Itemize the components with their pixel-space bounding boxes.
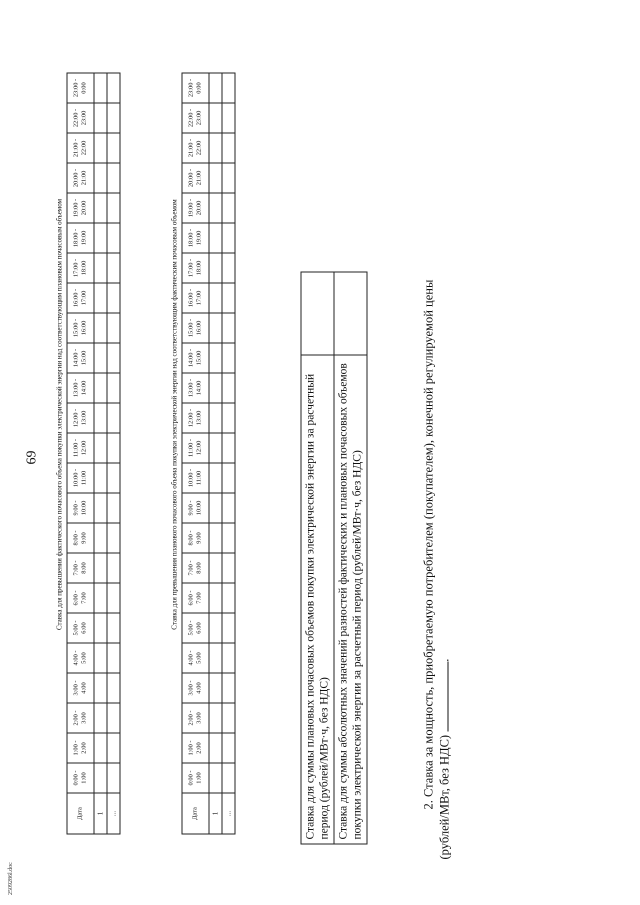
hour-end: 0:00 <box>195 82 203 94</box>
hour-start: 18:00 - <box>72 228 80 248</box>
rate-cell <box>222 493 235 523</box>
rate-cell <box>209 403 222 433</box>
hour-start: 23:00 - <box>187 78 195 98</box>
row-label: ... <box>107 793 120 834</box>
hour-column-header <box>182 313 209 343</box>
hour-start: 8:00 - <box>187 530 195 546</box>
rate-cell <box>107 613 120 643</box>
rate-cell <box>94 223 107 253</box>
hour-end: 13:00 <box>80 410 88 426</box>
hour-start: 13:00 - <box>72 378 80 398</box>
rate-value-cell <box>334 272 367 355</box>
hour-end: 12:00 <box>80 440 88 456</box>
hour-start: 21:00 - <box>72 138 80 158</box>
hour-column-header <box>182 433 209 463</box>
hour-column-header <box>182 673 209 703</box>
paragraph-text: 2. Ставка за мощность, приобретаемую потребителем (покупателем), конечной регулируемой цены (рублей/МВт, без НДС) <box>421 279 452 860</box>
rate-cell <box>222 223 235 253</box>
rate-cell <box>107 193 120 223</box>
hour-column-header <box>182 343 209 373</box>
hour-column-header <box>182 373 209 403</box>
hour-end: 6:00 <box>80 622 88 634</box>
hour-column-header <box>182 253 209 283</box>
rate-cell <box>209 133 222 163</box>
rate-cell <box>209 493 222 523</box>
rate-cell <box>107 163 120 193</box>
hour-start: 19:00 - <box>72 198 80 218</box>
rate-cell <box>209 373 222 403</box>
rate-cell <box>94 703 107 733</box>
rate-cell <box>209 103 222 133</box>
hour-end: 3:00 <box>195 712 203 724</box>
hour-column-header <box>67 223 94 253</box>
hour-column-header <box>67 673 94 703</box>
rate-cell <box>209 223 222 253</box>
hour-column-header <box>182 733 209 763</box>
hour-end: 11:00 <box>195 470 203 486</box>
rate-cell <box>107 733 120 763</box>
hour-end: 8:00 <box>80 562 88 574</box>
rate-cell <box>209 253 222 283</box>
hour-column-header <box>182 613 209 643</box>
rate-cell <box>107 643 120 673</box>
rate-value-cell <box>301 272 334 355</box>
paragraph-suffix: . <box>437 658 452 662</box>
table1-caption: Ставка для превышения фактического почасового объема покупки электрической энергии над соответствующим плановым почасовым объемом <box>55 198 64 631</box>
date-header: Дата <box>67 793 94 834</box>
rate-cell <box>209 313 222 343</box>
hour-column-header <box>67 133 94 163</box>
rates-table <box>301 272 368 845</box>
table-row <box>222 73 235 834</box>
hour-end: 14:00 <box>80 380 88 396</box>
rate-cell <box>94 673 107 703</box>
rate-cell <box>209 163 222 193</box>
hour-column-header <box>67 103 94 133</box>
table-row <box>94 73 107 834</box>
rate-cell <box>222 523 235 553</box>
rate-cell <box>107 403 120 433</box>
hour-end: 5:00 <box>195 652 203 664</box>
hour-end: 4:00 <box>80 682 88 694</box>
hour-start: 17:00 - <box>187 258 195 278</box>
hour-column-header <box>182 643 209 673</box>
table2-caption: Ставка для превышения планового почасового объема покупки электрической энергии над соответствующим фактическим почасовым объемом <box>170 199 179 630</box>
hour-end: 7:00 <box>80 592 88 604</box>
hour-end: 10:00 <box>195 500 203 516</box>
hour-end: 16:00 <box>195 320 203 336</box>
rate-cell <box>222 763 235 793</box>
hour-column-header <box>67 463 94 493</box>
hour-end: 9:00 <box>195 532 203 544</box>
hour-start: 23:00 - <box>72 78 80 98</box>
hour-start: 1:00 - <box>187 740 195 756</box>
hour-column-header <box>67 523 94 553</box>
rotated-content <box>1 0 640 905</box>
hour-column-header <box>67 253 94 283</box>
rate-cell <box>94 733 107 763</box>
hour-start: 10:00 - <box>72 468 80 488</box>
rate-cell <box>107 73 120 103</box>
hour-end: 11:00 <box>80 470 88 486</box>
row-label: ... <box>222 793 235 834</box>
rate-cell <box>94 103 107 133</box>
hour-start: 0:00 - <box>72 770 80 786</box>
hour-start: 20:00 - <box>72 168 80 188</box>
rate-cell <box>94 373 107 403</box>
rate-cell <box>222 733 235 763</box>
rate-cell <box>94 643 107 673</box>
capacity-rate-paragraph <box>421 240 453 860</box>
hour-start: 16:00 - <box>72 288 80 308</box>
hour-column-header <box>67 703 94 733</box>
rate-cell <box>107 313 120 343</box>
rate-cell <box>222 583 235 613</box>
rate-cell <box>222 103 235 133</box>
hour-end: 7:00 <box>195 592 203 604</box>
rate-cell <box>222 343 235 373</box>
hour-start: 17:00 - <box>72 258 80 278</box>
hour-end: 17:00 <box>80 290 88 306</box>
hour-column-header <box>67 373 94 403</box>
rate-cell <box>209 703 222 733</box>
hour-start: 6:00 - <box>72 590 80 606</box>
rate-cell <box>209 763 222 793</box>
hourly-rate-table-1 <box>67 73 121 835</box>
rate-cell <box>107 133 120 163</box>
hour-end: 3:00 <box>80 712 88 724</box>
rate-cell <box>209 583 222 613</box>
hour-start: 7:00 - <box>187 560 195 576</box>
hour-end: 18:00 <box>80 260 88 276</box>
hour-column-header <box>67 73 94 103</box>
hour-column-header <box>67 613 94 643</box>
hour-end: 2:00 <box>195 742 203 754</box>
hour-column-header <box>182 493 209 523</box>
hour-end: 13:00 <box>195 410 203 426</box>
rate-cell <box>94 763 107 793</box>
hour-start: 19:00 - <box>187 198 195 218</box>
hour-end: 19:00 <box>195 230 203 246</box>
rate-cell <box>209 73 222 103</box>
hour-column-header <box>182 463 209 493</box>
hour-start: 14:00 - <box>72 348 80 368</box>
rate-cell <box>107 433 120 463</box>
rate-cell <box>222 193 235 223</box>
hour-start: 20:00 - <box>187 168 195 188</box>
hour-end: 21:00 <box>80 170 88 186</box>
rate-cell <box>222 73 235 103</box>
rate-cell <box>94 253 107 283</box>
rate-cell <box>94 193 107 223</box>
hour-end: 14:00 <box>195 380 203 396</box>
rate-cell <box>107 553 120 583</box>
hour-start: 11:00 - <box>187 438 195 458</box>
hour-start: 12:00 - <box>72 408 80 428</box>
hour-start: 3:00 - <box>187 680 195 696</box>
rate-cell <box>222 403 235 433</box>
rate-cell <box>222 673 235 703</box>
hour-start: 9:00 - <box>187 500 195 516</box>
hour-end: 9:00 <box>80 532 88 544</box>
hour-start: 22:00 - <box>187 108 195 128</box>
hour-column-header <box>67 433 94 463</box>
hour-end: 2:00 <box>80 742 88 754</box>
hour-column-header <box>67 403 94 433</box>
rate-cell <box>222 133 235 163</box>
rate-cell <box>107 283 120 313</box>
hour-column-header <box>67 643 94 673</box>
rate-cell <box>107 763 120 793</box>
rate-cell <box>94 553 107 583</box>
hour-start: 22:00 - <box>72 108 80 128</box>
rate-cell <box>107 703 120 733</box>
hour-end: 1:00 <box>195 772 203 784</box>
hour-start: 12:00 - <box>187 408 195 428</box>
hour-start: 13:00 - <box>187 378 195 398</box>
page-number: 69 <box>24 450 40 465</box>
hour-column-header <box>67 313 94 343</box>
document-id-text: 2509286l.doc <box>8 862 14 895</box>
rate-cell <box>222 313 235 343</box>
rate-cell <box>94 343 107 373</box>
rate-cell <box>107 223 120 253</box>
rate-cell <box>209 343 222 373</box>
rate-cell <box>107 253 120 283</box>
rate-cell <box>222 613 235 643</box>
hourly-rate-table-2 <box>182 73 236 835</box>
hour-column-header <box>67 193 94 223</box>
hour-start: 4:00 - <box>72 650 80 666</box>
rate-cell <box>209 463 222 493</box>
table-row <box>107 73 120 834</box>
hour-end: 1:00 <box>80 772 88 784</box>
hour-start: 8:00 - <box>72 530 80 546</box>
hour-start: 5:00 - <box>72 620 80 636</box>
rate-cell <box>94 523 107 553</box>
hour-column-header <box>67 493 94 523</box>
hour-start: 15:00 - <box>187 318 195 338</box>
hour-column-header <box>182 223 209 253</box>
hour-column-header <box>67 733 94 763</box>
rate-cell <box>107 583 120 613</box>
hour-start: 21:00 - <box>187 138 195 158</box>
rate-cell <box>222 433 235 463</box>
rate-cell <box>209 613 222 643</box>
rate-cell <box>222 283 235 313</box>
hour-end: 17:00 <box>195 290 203 306</box>
rate-cell <box>209 643 222 673</box>
rate-cell <box>107 343 120 373</box>
rate-cell <box>94 433 107 463</box>
rate-cell <box>222 703 235 733</box>
hour-end: 4:00 <box>195 682 203 694</box>
rate-cell <box>209 733 222 763</box>
hour-start: 11:00 - <box>72 438 80 458</box>
hour-column-header <box>67 763 94 793</box>
hour-end: 18:00 <box>195 260 203 276</box>
hour-start: 2:00 - <box>187 710 195 726</box>
rate-description: Ставка для суммы плановых почасовых объемов покупки электрической энергии за расчетный период (рублей/МВт·ч, без НДС) <box>301 355 334 844</box>
rate-cell <box>94 493 107 523</box>
table-row <box>209 73 222 834</box>
hour-start: 1:00 - <box>72 740 80 756</box>
rate-cell <box>94 583 107 613</box>
hour-start: 5:00 - <box>187 620 195 636</box>
hour-column-header <box>67 163 94 193</box>
rate-cell <box>94 163 107 193</box>
rate-cell <box>209 523 222 553</box>
hour-start: 18:00 - <box>187 228 195 248</box>
hour-end: 22:00 <box>80 140 88 156</box>
row-label: 1 <box>209 793 222 834</box>
hour-column-header <box>182 403 209 433</box>
rate-cell <box>222 163 235 193</box>
hour-start: 14:00 - <box>187 348 195 368</box>
rate-cell <box>94 313 107 343</box>
document-id <box>8 862 14 895</box>
hour-end: 23:00 <box>80 110 88 126</box>
hour-column-header <box>182 553 209 583</box>
hour-end: 15:00 <box>195 350 203 366</box>
hour-start: 10:00 - <box>187 468 195 488</box>
hour-column-header <box>182 163 209 193</box>
hour-column-header <box>182 523 209 553</box>
hour-end: 10:00 <box>80 500 88 516</box>
hour-end: 20:00 <box>80 200 88 216</box>
hour-start: 7:00 - <box>72 560 80 576</box>
rate-cell <box>107 673 120 703</box>
hour-column-header <box>182 763 209 793</box>
rate-cell <box>107 463 120 493</box>
rate-cell <box>94 73 107 103</box>
hour-start: 4:00 - <box>187 650 195 666</box>
rate-cell <box>209 433 222 463</box>
hour-column-header <box>182 103 209 133</box>
hour-end: 19:00 <box>80 230 88 246</box>
rate-cell <box>222 553 235 583</box>
rate-cell <box>107 373 120 403</box>
hour-column-header <box>182 133 209 163</box>
rate-cell <box>209 193 222 223</box>
hour-column-header <box>67 343 94 373</box>
hour-end: 20:00 <box>195 200 203 216</box>
rate-cell <box>94 133 107 163</box>
hour-end: 15:00 <box>80 350 88 366</box>
date-header: Дата <box>182 793 209 834</box>
rate-cell <box>209 553 222 583</box>
hour-start: 15:00 - <box>72 318 80 338</box>
rate-cell <box>107 103 120 133</box>
hour-column-header <box>182 703 209 733</box>
hour-start: 6:00 - <box>187 590 195 606</box>
hour-end: 22:00 <box>195 140 203 156</box>
rate-description: Ставка для суммы абсолютных значений разностей фактических и плановых почасовых объемов покупки электрической энергии за расчетный период (рублей/МВт·ч, без НДС) <box>334 355 367 844</box>
rate-cell <box>209 283 222 313</box>
hour-start: 16:00 - <box>187 288 195 308</box>
hour-column-header <box>182 193 209 223</box>
hour-end: 6:00 <box>195 622 203 634</box>
hour-start: 9:00 - <box>72 500 80 516</box>
rate-cell <box>94 403 107 433</box>
rate-cell <box>222 463 235 493</box>
hour-start: 2:00 - <box>72 710 80 726</box>
fill-in-blank <box>438 662 449 732</box>
rate-cell <box>94 283 107 313</box>
rate-row <box>301 272 334 844</box>
rate-cell <box>94 613 107 643</box>
hour-end: 0:00 <box>80 82 88 94</box>
hour-end: 23:00 <box>195 110 203 126</box>
hour-column-header <box>67 583 94 613</box>
hour-start: 0:00 - <box>187 770 195 786</box>
hour-column-header <box>67 553 94 583</box>
rate-cell <box>107 493 120 523</box>
hour-end: 16:00 <box>80 320 88 336</box>
rate-cell <box>209 673 222 703</box>
hour-start: 3:00 - <box>72 680 80 696</box>
rate-cell <box>222 373 235 403</box>
rate-cell <box>222 253 235 283</box>
hour-end: 8:00 <box>195 562 203 574</box>
rate-cell <box>107 523 120 553</box>
rate-cell <box>222 643 235 673</box>
hour-end: 5:00 <box>80 652 88 664</box>
hour-column-header <box>182 583 209 613</box>
hour-column-header <box>182 73 209 103</box>
hour-column-header <box>67 283 94 313</box>
rate-cell <box>94 463 107 493</box>
rate-row <box>334 272 367 844</box>
hour-column-header <box>182 283 209 313</box>
row-label: 1 <box>94 793 107 834</box>
hour-end: 12:00 <box>195 440 203 456</box>
hour-end: 21:00 <box>195 170 203 186</box>
